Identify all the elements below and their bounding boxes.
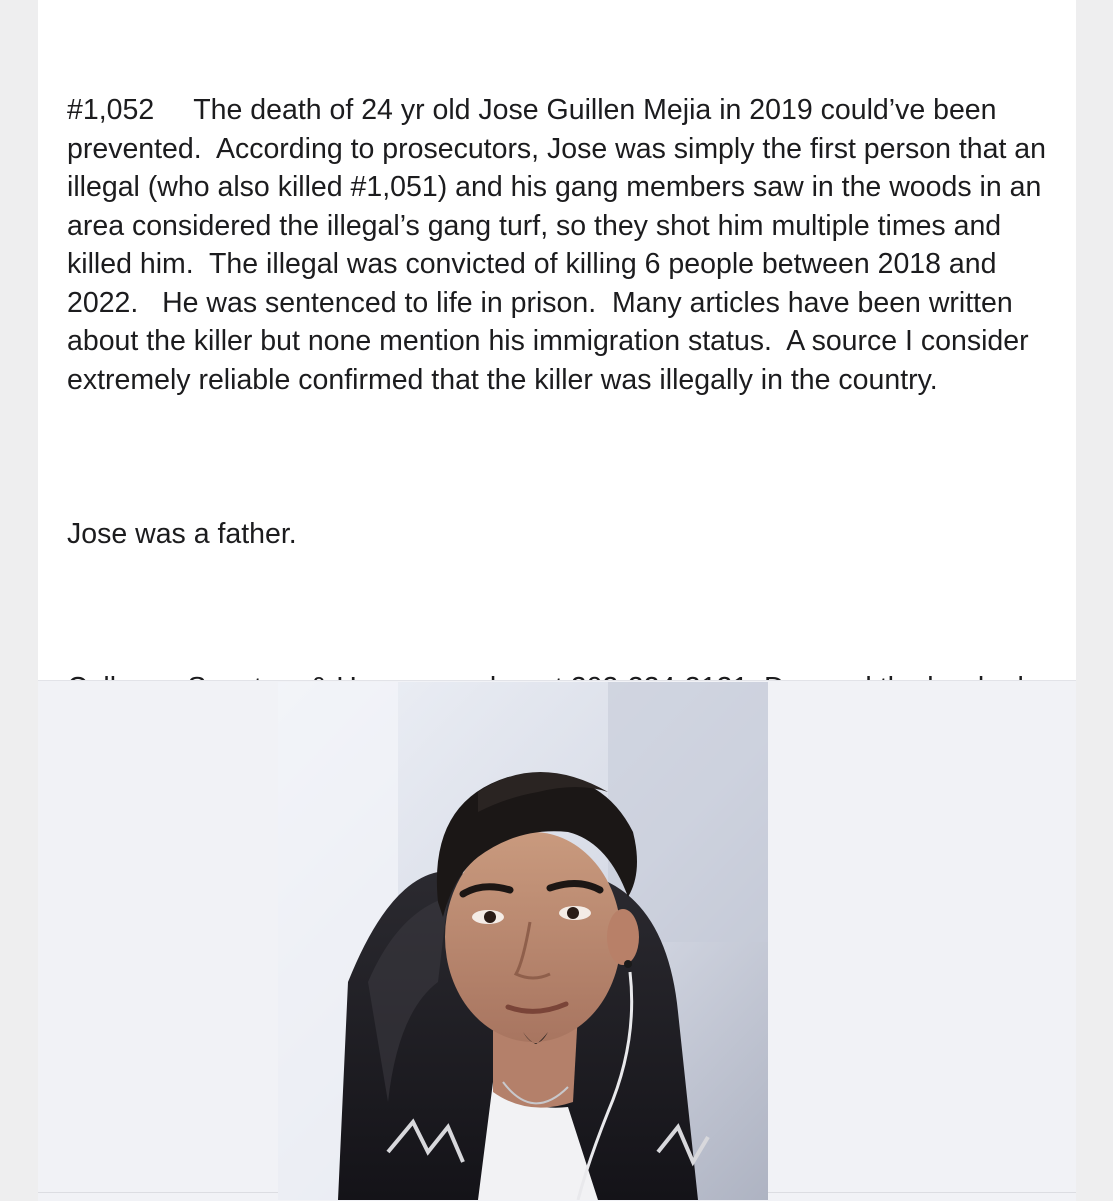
- post-card: [38, 0, 1076, 680]
- portrait-photo[interactable]: [278, 682, 768, 1200]
- post-paragraph-father: Jose was a father.: [67, 517, 297, 550]
- portrait-illustration: [278, 682, 768, 1200]
- post-paragraph-intro: #1,052 The death of 24 yr old Jose Guillen Mejia in 2019 could’ve been prevented. According to prosecutors, Jose was simply the first person that an illegal (who also killed #1,051) and his gang members saw in the woods in an area considered the illegal’s gang turf, so they shot him multiple times and killed him. The illegal was convicted of killing 6 people between 2018 and 2022. He was sentenced to life in prison. Many articles have been written about the killer but none mention his immigration status. A source I consider extremely reliable confirmed that the killer was illegally in the country.: [67, 94, 1054, 396]
